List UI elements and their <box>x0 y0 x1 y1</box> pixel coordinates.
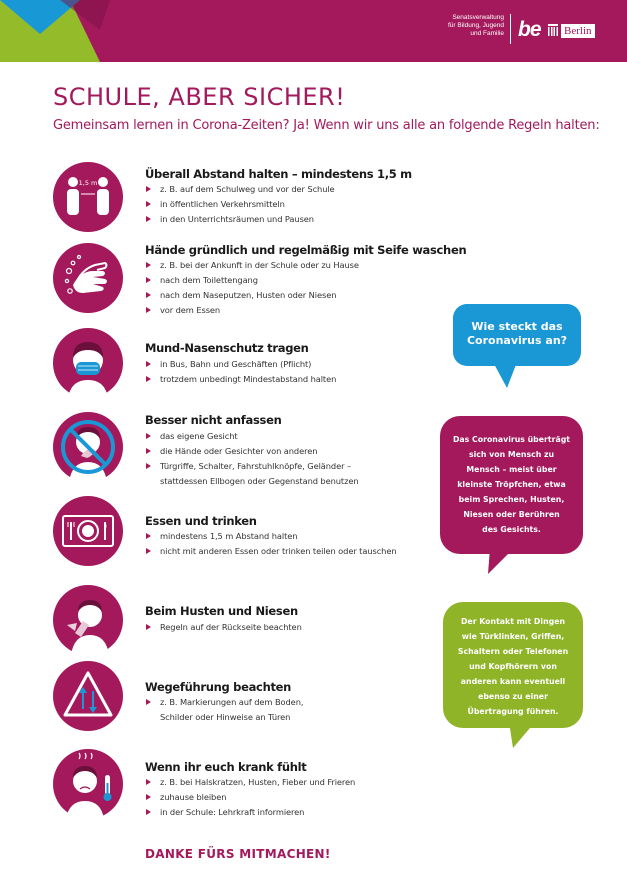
rule-bullets-sneezing <box>145 620 302 635</box>
bubble-contact-line: Übertragung führen. <box>467 707 559 716</box>
senate-line-1: Senatsverwaltung <box>452 14 504 21</box>
list-item: z. B. bei Halskratzen, Husten, Fieber und Frieren <box>145 775 355 790</box>
list-item: zuhause bleiben <box>145 790 355 805</box>
page-title: SCHULE, ABER SICHER! <box>53 83 346 111</box>
bubble-contact-line: Der Kontakt mit Dingen <box>460 617 566 626</box>
rule-bullets-mask <box>145 357 336 387</box>
list-item: nach dem Toilettengang <box>145 273 359 288</box>
bubble-transmission-line: beim Sprechen, Husten, <box>458 495 565 504</box>
list-item: in Bus, Bahn und Geschäften (Pflicht) <box>145 357 336 372</box>
logo-be: be <box>518 18 541 41</box>
rule-heading-eating: Essen und trinken <box>145 514 257 528</box>
bubble-contact-line: Schaltern oder Telefonen <box>457 647 569 656</box>
distance-people-icon <box>53 162 123 232</box>
rule-heading-routing: Wegeführung beachten <box>145 680 292 694</box>
senate-line-2: für Bildung, Jugend <box>447 22 504 29</box>
bubble-transmission-line: Das Coronavirus überträgt <box>452 435 571 444</box>
sneezing-person-icon <box>53 585 123 655</box>
no-face-touching-icon <box>53 412 123 482</box>
list-item: vor dem Essen <box>145 303 359 318</box>
list-item: Regeln auf der Rückseite beachten <box>145 620 302 635</box>
face-mask-icon <box>53 328 123 398</box>
rule-bullets-distance <box>145 182 335 227</box>
bubble-contact-line: und Kopfhörern von <box>469 662 557 671</box>
list-item: Türgriffe, Schalter, Fahrstuhlknöpfe, Geländer – <box>145 459 359 474</box>
bubble-question-line: Coronavirus an? <box>466 334 568 347</box>
list-item: das eigene Gesicht <box>145 429 359 444</box>
rule-heading-handwashing: Hände gründlich und regelmäßig mit Seife waschen <box>145 243 467 257</box>
list-item: die Hände oder Gesichter von anderen <box>145 444 359 459</box>
bubble-transmission <box>440 416 583 576</box>
list-item: trotzdem unbedingt Mindestabstand halten <box>145 372 336 387</box>
bubble-question <box>453 304 581 390</box>
logo-berlin: Berlin <box>561 24 595 38</box>
rule-heading-distance: Überall Abstand halten – mindestens 1,5 m <box>145 167 412 181</box>
rule-bullets-eating <box>145 529 396 559</box>
bubble-transmission-line: kleinste Tröpfchen, etwa <box>457 480 566 489</box>
bubble-contact-line: ebenso zu einer <box>478 692 548 701</box>
plate-cutlery-icon <box>53 496 123 566</box>
rule-bullets-sick <box>145 775 355 820</box>
footer-thanks: DANKE FÜRS MITMACHEN! <box>145 847 331 861</box>
list-item: nicht mit anderen Essen oder trinken teilen oder tauschen <box>145 544 396 559</box>
sick-person-icon <box>53 749 123 819</box>
direction-sign-icon <box>53 661 123 731</box>
bubble-transmission-line: des Gesichts. <box>482 525 541 534</box>
rule-heading-no-touch: Besser nicht anfassen <box>145 413 282 427</box>
senate-line-3: und Familie <box>470 30 504 37</box>
rule-bullets-handwashing <box>145 258 359 318</box>
list-item: z. B. auf dem Schulweg und vor der Schule <box>145 182 335 197</box>
hand-washing-icon <box>53 243 123 313</box>
bubble-contact-line: wie Türklinken, Griffen, <box>461 632 565 641</box>
list-item: mindestens 1,5 m Abstand halten <box>145 529 396 544</box>
list-item: in öffentlichen Verkehrsmitteln <box>145 197 335 212</box>
brandenburg-gate-icon <box>548 24 558 36</box>
bubble-transmission-line: sich von Mensch zu <box>468 450 555 459</box>
header-band <box>0 0 627 62</box>
rule-heading-sick: Wenn ihr euch krank fühlt <box>145 760 307 774</box>
list-item-continuation: stattdessen Ellbogen oder Gegenstand benutzen <box>160 476 359 486</box>
header-divider <box>510 14 511 44</box>
list-item: z. B. Markierungen auf dem Boden, <box>145 695 303 710</box>
page-subtitle: Gemeinsam lernen in Corona-Zeiten? Ja! Wenn wir uns alle an folgende Regeln halten: <box>53 118 600 133</box>
rule-heading-sneezing: Beim Husten und Niesen <box>145 604 298 618</box>
bubble-contact-line: anderen kann eventuell <box>460 677 566 686</box>
bubble-question-line: Wie steckt das <box>471 320 563 333</box>
list-item: in den Unterrichtsräumen und Pausen <box>145 212 335 227</box>
list-item: nach dem Naseputzen, Husten oder Niesen <box>145 288 359 303</box>
list-item-continuation: Schilder oder Hinweise an Türen <box>160 712 291 722</box>
list-item: in der Schule: Lehrkraft informieren <box>145 805 355 820</box>
bubble-transmission-line: Niesen oder Berühren <box>463 510 560 519</box>
list-item: z. B. bei der Ankunft in der Schule oder zu Hause <box>145 258 359 273</box>
rule-bullets-no-touch <box>145 429 359 489</box>
bubble-transmission-line: Mensch – meist über <box>466 465 557 474</box>
rule-bullets-routing <box>145 695 303 725</box>
rule-heading-mask: Mund-Nasenschutz tragen <box>145 341 309 355</box>
bubble-contact <box>443 602 583 748</box>
senate-department-label <box>438 14 504 38</box>
distance-label: 1,5 m <box>78 179 98 187</box>
